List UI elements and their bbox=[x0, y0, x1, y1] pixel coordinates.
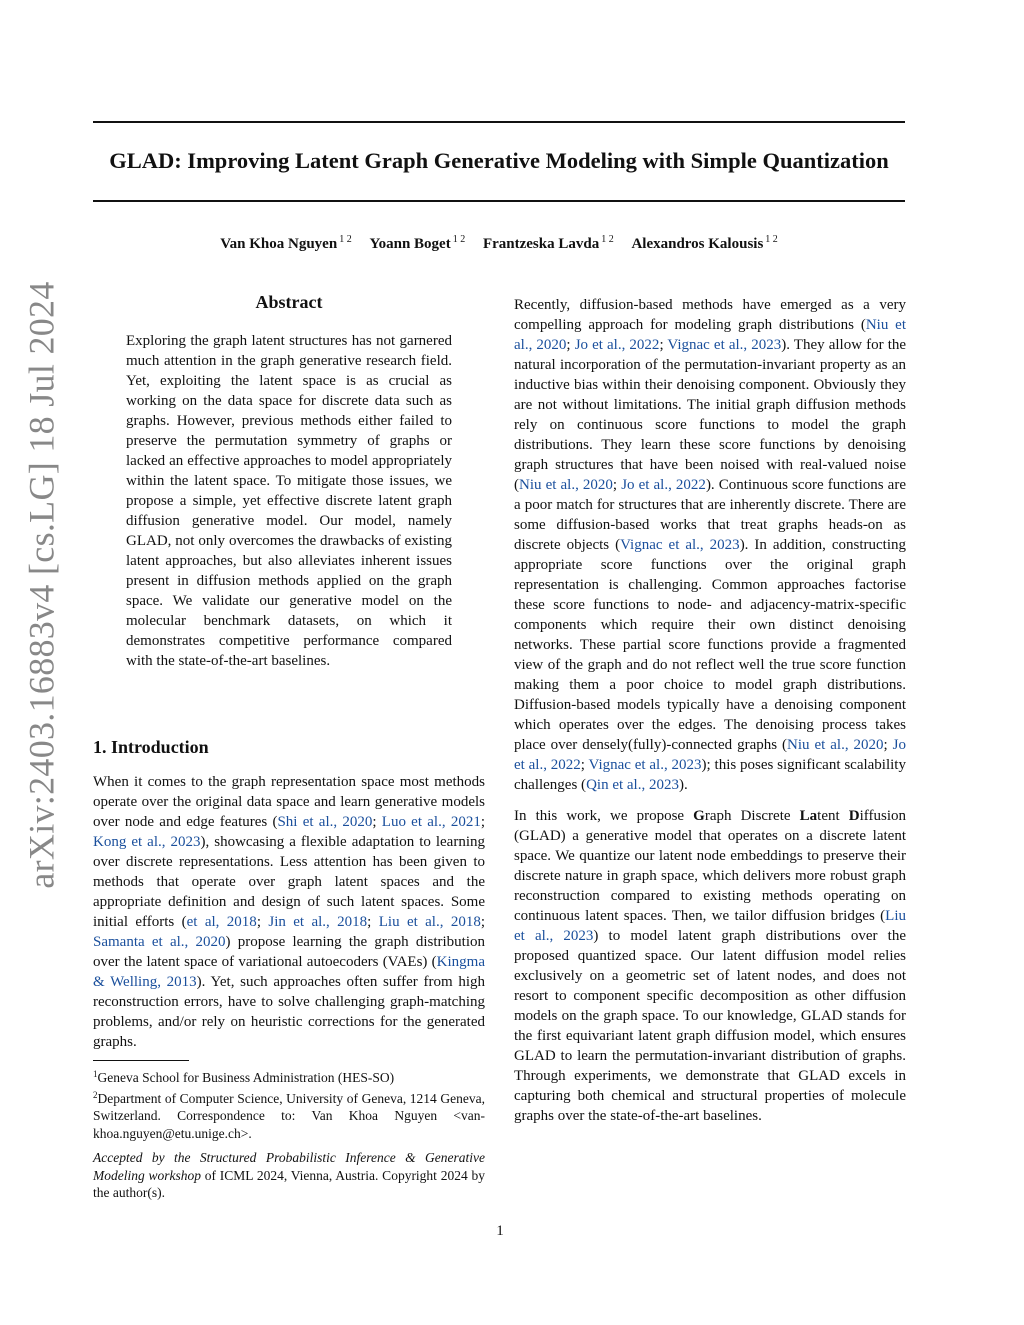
paper-title: GLAD: Improving Latent Graph Generative Modeling with Simple Quantization bbox=[109, 148, 889, 173]
footnote: $^2$Department of Computer Science, University of Geneva, 1214 Geneva, Switzerland. Correspondence to: Van Khoa Nguyen <van-khoa.nguyen@etu.unige.ch>. bbox=[93, 1089, 485, 1141]
arxiv-identifier: arXiv:2403.16883v4 [cs.LG] 18 Jul 2024 bbox=[22, 281, 62, 889]
affiliation-mark: 1 2 bbox=[452, 234, 466, 245]
citation-link[interactable]: Vignac et al., 2023 bbox=[620, 537, 740, 553]
abstract-heading: Abstract bbox=[255, 292, 323, 312]
citation-link[interactable]: Vignac et al., 2023 bbox=[667, 337, 782, 353]
citation-link[interactable]: Jo et al., 2022 bbox=[574, 337, 660, 353]
citation-link[interactable]: Shi et al., 2020 bbox=[277, 814, 373, 830]
citation-link[interactable]: Niu et al., 2020 bbox=[519, 477, 613, 493]
right-column bbox=[514, 295, 906, 1137]
arxiv-sidebar bbox=[10, 230, 74, 940]
citation-link[interactable]: Vignac et al., 2023 bbox=[588, 757, 702, 773]
affiliation-mark: 1 2 bbox=[339, 234, 352, 245]
footnote: $^1$Geneva School for Business Administration (HES-SO) bbox=[93, 1069, 395, 1085]
author: Van Khoa Nguyen $^{1 2}$ bbox=[220, 234, 352, 252]
citation-link[interactable]: Niu et al., 2020 bbox=[514, 317, 906, 353]
venue-note: Accepted by the Structured Probabilistic Inference & Generative Modeling workshop of ICML 2024, Vienna, Austria. Copyright 2024 by the author(s). bbox=[93, 1150, 485, 1200]
abstract-text: Exploring the graph latent structures has not garnered much attention in the graph generative research field. Yet, exploiting the latent space is as crucial as working on the data space for discrete data such as graphs. However, previous methods either failed to preserve the permutation symmetry of graphs or lacked an effective approaches to model appropriately within the latent space. To mitigate those issues, we propose a simple, yet effective discrete latent graph diffusion generative model. Our model, namely GLAD, not only overcomes the drawbacks of existing latent approaches, but also alleviates inherent issues present in diffusion methods applied on the graph space. We validate our generative model on the molecular benchmark datasets, on which it demonstrates competitive performance compared with the state-of-the-art baselines. bbox=[126, 333, 452, 669]
footnote-rule bbox=[93, 1060, 189, 1061]
affiliation-mark: 1 2 bbox=[601, 234, 614, 245]
citation-link[interactable]: Kong et al., 2023 bbox=[93, 834, 201, 850]
page-number: 1 bbox=[496, 1223, 504, 1239]
affiliation-mark: 1 2 bbox=[765, 234, 778, 245]
citation-link[interactable]: Samanta et al., 2020 bbox=[93, 934, 226, 950]
citation-link[interactable]: Jin et al., 2018 bbox=[268, 914, 368, 930]
title-bottom-rule bbox=[93, 200, 905, 202]
citation-link[interactable]: et al, 2018 bbox=[186, 914, 257, 930]
citation-link[interactable]: Liu et al., 2023 bbox=[514, 908, 906, 944]
body-paragraph: In this work, we propose Graph Discrete Latent Diffusion (GLAD) a generative model that operates on a discrete latent space. We quantize our latent node embeddings to preserve their discrete nature in graph space, which delivers more robust graph reconstruction compared to existing methods operating on continuous latent spaces. Then, we tailor diffusion bridges (Liu et al., 2023) to model latent graph distributions over the proposed quantized space. Our latent diffusion model relies exclusively on a geometric set of latent nodes, and does not resort to component specific decomposition as other diffusion models on the graph space. To our knowledge, GLAD stands for the first equivariant latent graph diffusion model, which ensures GLAD to learn the permutation-invariant distribution of graphs. Through experiments, we demonstrate that GLAD excels in capturing both chemical and structural properties of molecule graphs over the state-of-the-art baselines. bbox=[514, 808, 906, 1124]
citation-link[interactable]: Niu et al., 2020 bbox=[787, 737, 884, 753]
author: Yoann Boget $^{1 2}$ bbox=[369, 234, 466, 252]
section-heading: 1. Introduction bbox=[93, 737, 209, 757]
author: Frantzeska Lavda $^{1 2}$ bbox=[482, 234, 614, 252]
top-rule bbox=[93, 121, 905, 123]
footnotes bbox=[93, 1066, 485, 1142]
author-list bbox=[93, 234, 905, 253]
body-paragraph: Recently, diffusion-based methods have emerged as a very compelling approach for modeling graph distributions (Niu et al., 2020; Jo et al., 2022; Vignac et al., 2023). They allow for the natural incorporation of the permutation-invariant property as an inductive bias within their denoising component. Obviously they are not without limitations. The initial graph diffusion methods rely on continuous score functions to model the graph distributions. They learn these score functions by denoising graph structures that have been noised with real-valued noise (Niu et al., 2020; Jo et al., 2022). Continuous score functions are a poor match for structures that are inherently discrete. There are some diffusion-based works that treat graphs heads-on as discrete objects (Vignac et al., 2023). In addition, constructing appropriate score functions over the original graph representation is challenging. Common approaches factorise these score functions to node- and adjacency-matrix-specific components which require their own distinct denoising networks. These partial score functions provide a fragmented view of the graph and do not reflect well the true score function making them a poor choice to model graph distributions. Diffusion-based models typically have a denoising component which operates over the edges. The denoising process takes place over densely(fully)-connected graphs (Niu et al., 2020; Jo et al., 2022; Vignac et al., 2023); this poses significant scalability challenges (Qin et al., 2023). bbox=[514, 297, 907, 793]
intro-paragraph: When it comes to the graph representation space most methods operate over the original data space and learn generative models over node and edge features (Shi et al., 2020; Luo et al., 2021; Kong et al., 2023), showcasing a flexible adaptation to learning over discrete representations. Less attention has been given to methods that operate over graph latent spaces and the appropriate definition and design of such latent spaces. Some initial efforts (et al, 2018; Jin et al., 2018; Liu et al., 2018; Samanta et al., 2020) propose learning the graph distribution over the latent space of variational autoecoders (VAEs) (Kingma & Welling, 2013). Yet, such approaches often suffer from high reconstruction errors, have to solve challenging graph-matching problems, and/or rely on heuristic corrections for the generated graphs. bbox=[93, 774, 486, 1050]
citation-link[interactable]: Jo et al., 2022 bbox=[621, 477, 706, 493]
citation-link[interactable]: Liu et al., 2018 bbox=[378, 914, 481, 930]
citation-link[interactable]: Jo et al., 2022 bbox=[514, 737, 907, 773]
citation-link[interactable]: Kingma & Welling, 2013 bbox=[93, 954, 485, 990]
citation-link[interactable]: Qin et al., 2023 bbox=[586, 777, 679, 793]
author: Alexandros Kalousis $^{1 2}$ bbox=[631, 234, 778, 252]
citation-link[interactable]: Luo et al., 2021 bbox=[381, 814, 481, 830]
